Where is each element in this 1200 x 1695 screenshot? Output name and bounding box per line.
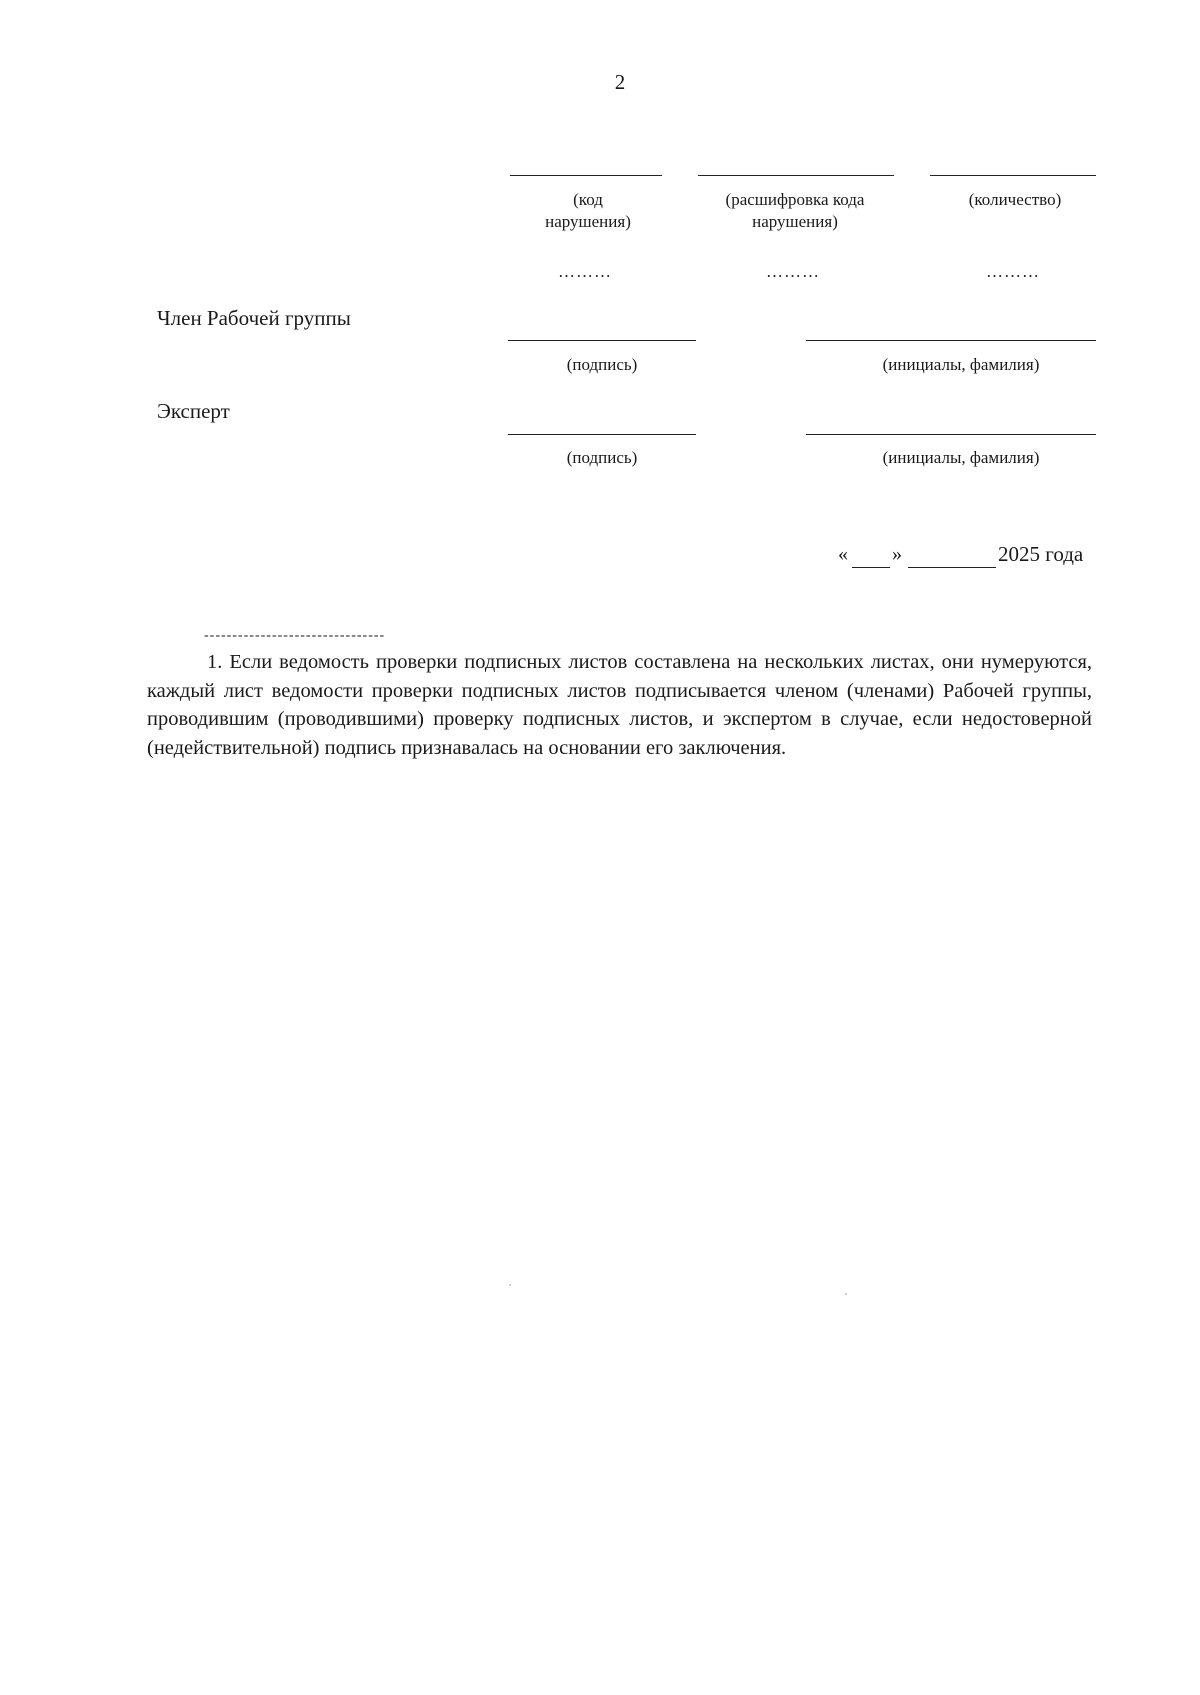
scan-speck (509, 1284, 511, 1286)
violation-count-placeholder: ……… (986, 262, 1040, 281)
working-group-member-signature-line (508, 340, 696, 341)
violation-description-caption-line1: (расшифровка кода (725, 190, 865, 209)
violation-code-line (510, 175, 662, 176)
footnote-separator: -------------------------------- (204, 628, 386, 643)
page-number: 2 (614, 70, 626, 94)
date-line (838, 542, 1098, 572)
date-year: 2025 года (998, 542, 1084, 566)
working-group-member-signature-caption: (подпись) (566, 355, 638, 374)
violation-description-placeholder: ……… (766, 262, 820, 281)
date-month-blank (908, 567, 996, 568)
expert-name-caption: (инициалы, фамилия) (882, 448, 1040, 467)
scan-speck (845, 1293, 847, 1295)
date-open-quote: « (838, 543, 848, 565)
violation-count-caption-line1: (количество) (968, 190, 1062, 209)
violation-code-caption (508, 189, 668, 233)
working-group-member-label: Член Рабочей группы (157, 306, 351, 330)
expert-label: Эксперт (157, 399, 230, 423)
expert-signature-line (508, 434, 696, 435)
violation-count-caption (930, 189, 1100, 211)
violation-code-caption-line2: нарушения) (545, 212, 631, 231)
working-group-member-name-line (806, 340, 1096, 341)
footnote-text: 1. Если ведомость проверки подписных листов составлена на нескольких листах, они нумеруются, каждый лист ведомости проверки подписных листов подписывается членом (членами) Рабочей группы, проводившим (проводившими) проверку подписных листов, и экспертом в случае, если недостоверной (недействительной) подпись признавалась на основании его заключения. (147, 651, 1092, 759)
violation-description-caption (690, 189, 900, 233)
violation-code-placeholder: ……… (558, 262, 612, 281)
expert-name-line (806, 434, 1096, 435)
violation-description-line (698, 175, 894, 176)
expert-signature-caption: (подпись) (566, 448, 638, 467)
working-group-member-name-caption: (инициалы, фамилия) (882, 355, 1040, 374)
violation-code-caption-line1: (код (573, 190, 603, 209)
date-close-quote: » (892, 543, 902, 565)
violation-count-line (930, 175, 1096, 176)
violation-description-caption-line2: нарушения) (752, 212, 838, 231)
date-day-blank (852, 567, 890, 568)
